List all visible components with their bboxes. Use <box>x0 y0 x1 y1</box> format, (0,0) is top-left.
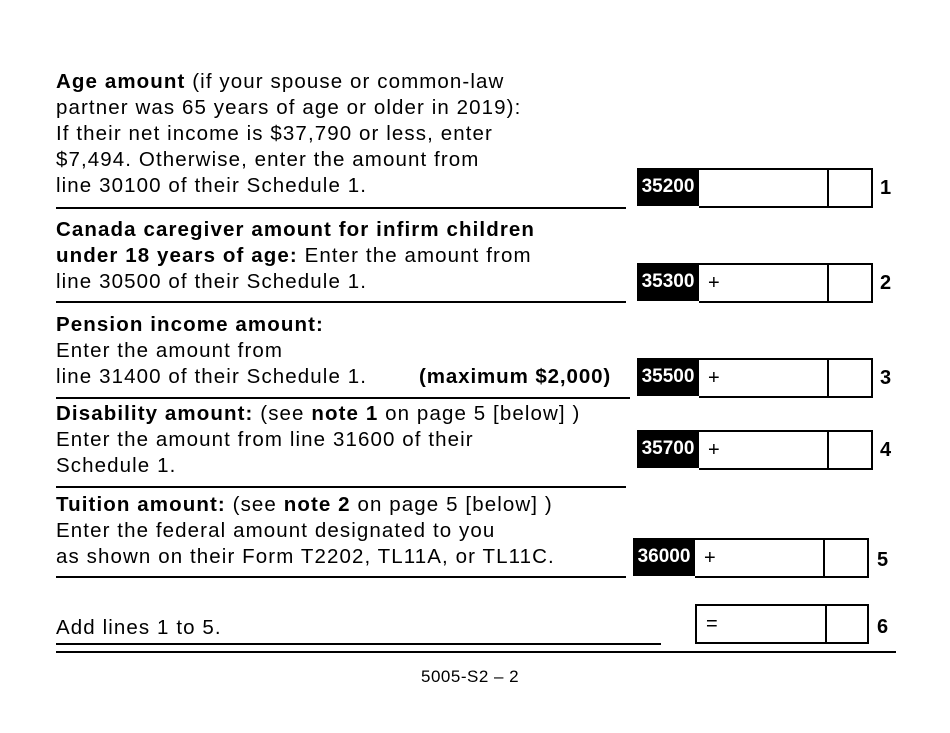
item4-line1: Disability amount: (see note 1 on page 5 [below] ) <box>56 402 581 425</box>
item3-rule <box>56 397 630 399</box>
item3-amount-field[interactable] <box>699 358 873 398</box>
item5-line-code: 36000 <box>633 538 695 576</box>
item3-maximum: (maximum $2,000) <box>419 365 612 388</box>
item4-heading: Disability amount: <box>56 402 254 425</box>
item4-text: Enter the amount from line 31600 of their <box>56 428 474 451</box>
item3-line-number: 3 <box>880 367 892 389</box>
item1-line1: Age amount (if your spouse or common-law <box>56 70 505 93</box>
item5-text: as shown on their Form T2202, TL11A, or TL11C. <box>56 545 555 568</box>
item3-sign: + <box>708 367 720 389</box>
total-label: Add lines 1 to 5. <box>56 616 222 639</box>
item1-amount-field[interactable] <box>699 168 873 208</box>
item5-rule <box>56 576 626 578</box>
item1-text: $7,494. Otherwise, enter the amount from <box>56 148 480 171</box>
item2-line2: under 18 years of age: Enter the amount from <box>56 244 532 267</box>
item2-line-number: 2 <box>880 272 892 294</box>
item3-line-code: 35500 <box>637 358 699 396</box>
form-number: 5005-S2 – 2 <box>421 667 520 686</box>
item2-line-code: 35300 <box>637 263 699 301</box>
item4-line-number: 4 <box>880 439 892 461</box>
item4-text: Schedule 1. <box>56 454 177 477</box>
item2-amount-field[interactable] <box>699 263 873 303</box>
item4-sign: + <box>708 439 720 461</box>
item3-cents-divider <box>827 360 829 396</box>
total-line-number: 6 <box>877 616 889 638</box>
item5-text: Enter the federal amount designated to you <box>56 519 496 542</box>
total-cents-divider <box>825 606 827 642</box>
bottom-double-rule <box>56 651 896 653</box>
item4-rule <box>56 486 626 488</box>
item4-cents-divider <box>827 432 829 468</box>
item5-sign: + <box>704 547 716 569</box>
item1-text: partner was 65 years of age or older in 2019): <box>56 96 522 119</box>
item2-heading: Canada caregiver amount for infirm children <box>56 218 536 241</box>
total-amount-field[interactable] <box>695 604 869 644</box>
item5-amount-field[interactable] <box>695 538 869 578</box>
item2-cents-divider <box>827 265 829 301</box>
total-sign: = <box>706 613 718 635</box>
item5-line1: Tuition amount: (see note 2 on page 5 [below] ) <box>56 493 553 516</box>
item4-amount-field[interactable] <box>699 430 873 470</box>
item1-line-code: 35200 <box>637 168 699 206</box>
item1-rule <box>56 207 626 209</box>
item1-heading: Age amount <box>56 70 186 93</box>
item1-line-number: 1 <box>880 177 892 199</box>
item2-rule <box>56 301 626 303</box>
item2-sign: + <box>708 272 720 294</box>
item5-cents-divider <box>823 540 825 576</box>
total-rule <box>56 643 661 645</box>
item2-text: line 30500 of their Schedule 1. <box>56 270 368 293</box>
item3-text: line 31400 of their Schedule 1. <box>56 365 368 388</box>
item5-heading: Tuition amount: <box>56 493 226 516</box>
item1-text: If their net income is $37,790 or less, enter <box>56 122 493 145</box>
item1-text: line 30100 of their Schedule 1. <box>56 174 368 197</box>
item3-heading: Pension income amount: <box>56 313 324 336</box>
item1-cents-divider <box>827 170 829 206</box>
item3-text: Enter the amount from <box>56 339 284 362</box>
item5-line-number: 5 <box>877 549 889 571</box>
item4-line-code: 35700 <box>637 430 699 468</box>
